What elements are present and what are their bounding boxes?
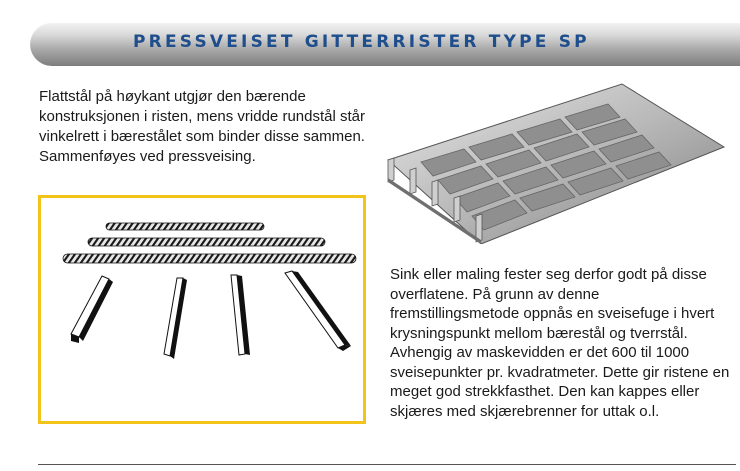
- twisted-bar-3: [63, 254, 356, 263]
- flat-bar-4: [285, 271, 351, 351]
- body-paragraph: Sink eller maling fester seg derfor godt på disse overflatene. På grunn av denne fremstillingsmetode oppnås en sveisefuge i hvert krysningspunkt mellom bærestål og tverrstål. Avhengig av maskevidden er det 600 til 1000 sveisepunkter pr. kvadratmeter. Dette gir ristene en meget god strekkfasthet. Den kan kappes eller skjæres med skjærebrenner for uttak o.l.: [390, 266, 730, 420]
- grating-drawing: [386, 82, 726, 244]
- twisted-bar-1: [106, 223, 264, 230]
- twisted-bar-2: [88, 238, 325, 246]
- page-title: PRESSVEISET GITTERRISTER TYPE SP: [133, 32, 590, 52]
- illustration-drawing: [41, 198, 363, 421]
- flat-bar-3: [231, 275, 250, 355]
- flat-bar-2: [164, 278, 187, 359]
- flat-bar-1: [71, 276, 113, 343]
- bottom-divider: [38, 464, 736, 465]
- grating-photo: [386, 82, 726, 249]
- flat-bar-illustration: [38, 195, 366, 424]
- intro-paragraph: Flattstål på høykant utgjør den bærende konstruksjonen i risten, mens vridde rundstål står vinkelrett i bærestålet som binder disse sammen. Sammenføyes ved pressveising.: [39, 88, 365, 165]
